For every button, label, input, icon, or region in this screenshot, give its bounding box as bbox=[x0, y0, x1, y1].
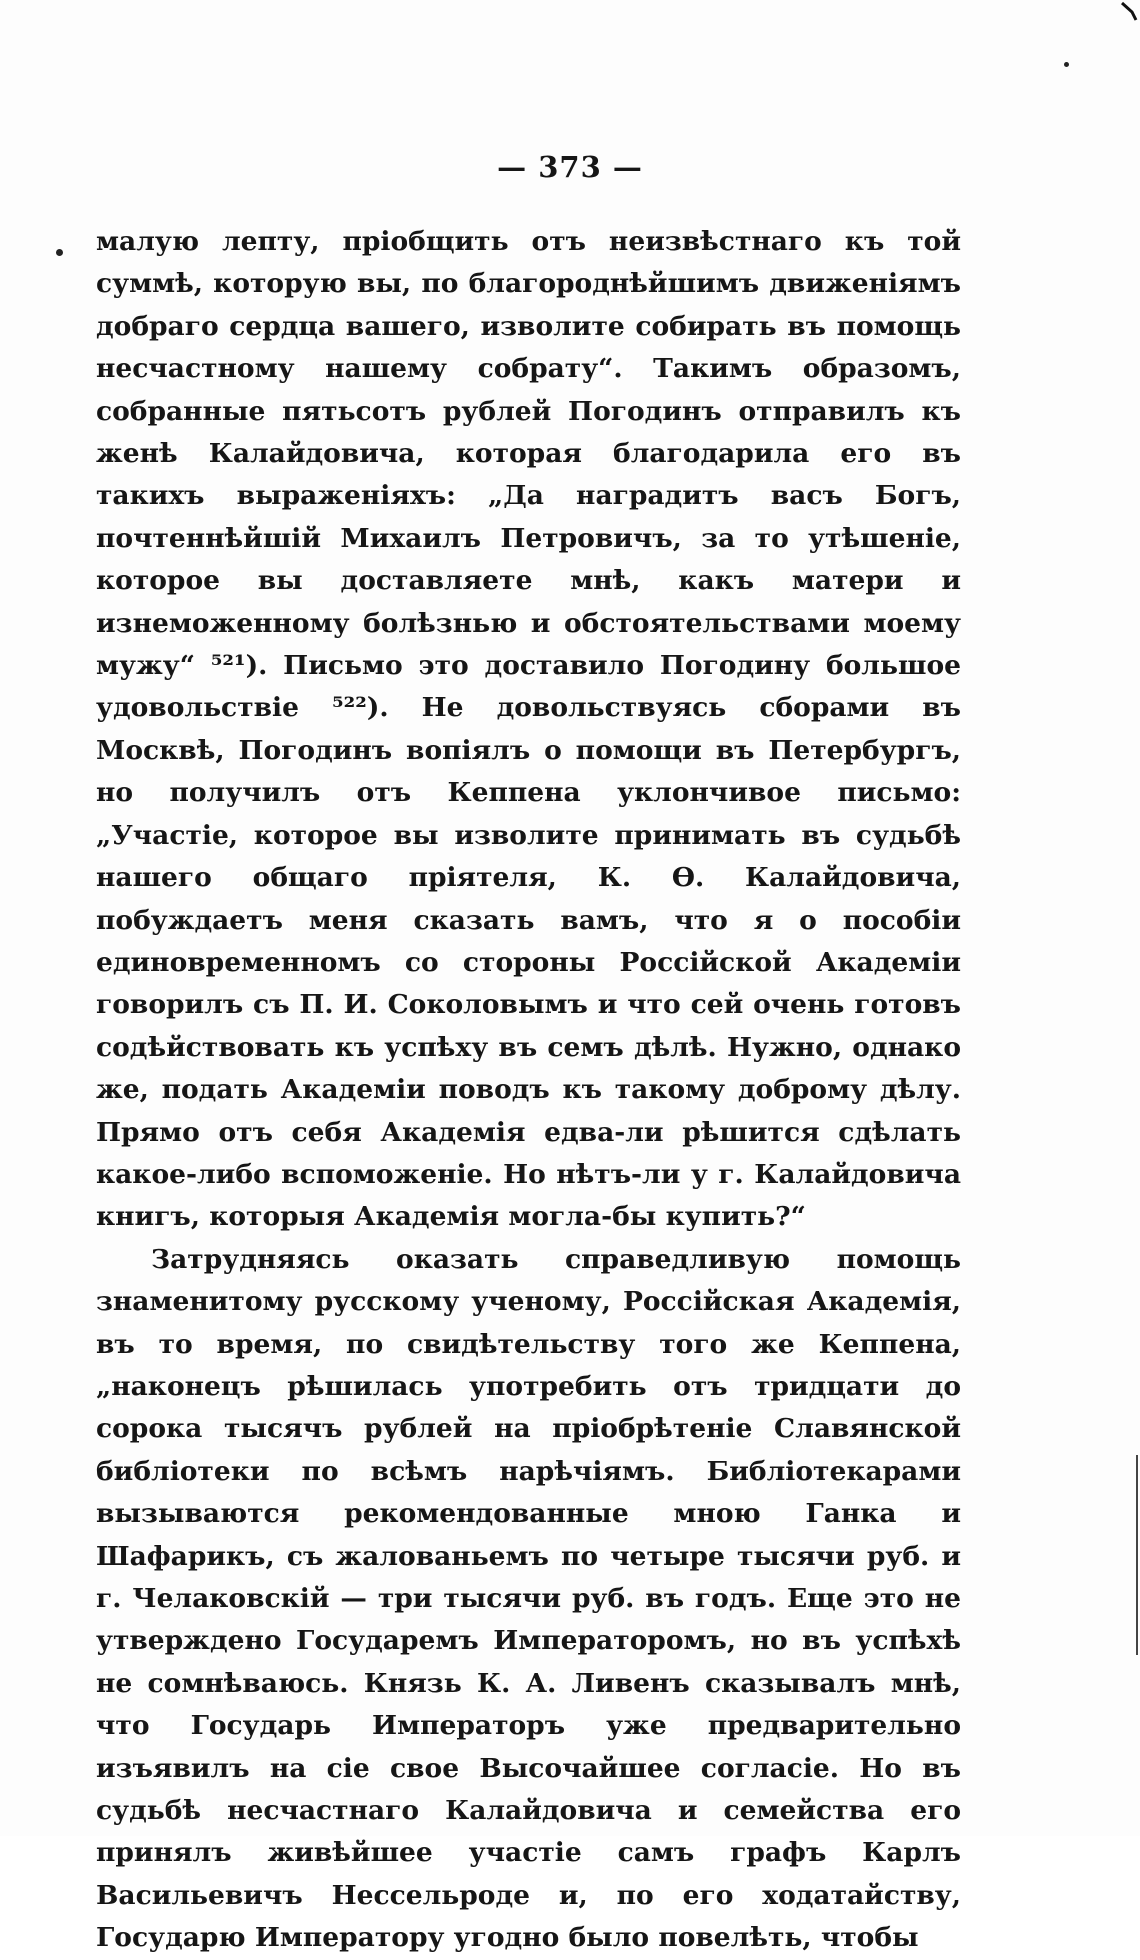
page-number: — 373 — bbox=[497, 150, 643, 184]
scan-speck bbox=[1064, 62, 1069, 67]
body-text bbox=[96, 221, 961, 1960]
paragraph-1: малую лепту, пріобщить отъ неизвѣстнаго къ той суммѣ, которую вы, по благороднѣйшимъ движеніямъ добраго сердца вашего, изволите собирать въ помощь несчастному нашему собрату“. Такимъ образомъ, собранные пятьсотъ рублей Погодинъ отправилъ къ женѣ Калайдовича, которая благодарила его въ такихъ выраженіяхъ: „Да наградитъ васъ Богъ, почтеннѣйшій Михаилъ Петровичъ, за то утѣшеніе, которое вы доставляете мнѣ, какъ матери и изнеможенному болѣзнью и обстоятельствами моему мужу“ ⁵²¹). Письмо это доставило Погодину большое удовольствіе ⁵²²). Не довольствуясь сборами въ Москвѣ, Погодинъ вопіялъ о помощи въ Петербургъ, но получилъ отъ Кеппена уклончивое письмо: „Участіе, которое вы изволите принимать въ судьбѣ нашего общаго пріятеля, К. Ѳ. Калайдовича, побуждаетъ меня сказать вамъ, что я о пособіи единовременномъ со стороны Россійской Академіи говорилъ съ П. И. Соколовымъ и что сей очень готовъ содѣйствовать къ успѣху въ семъ дѣлѣ. Нужно, однако же, подать Академіи поводъ къ такому доброму дѣлу. Прямо отъ себя Академія едва-ли рѣшится сдѣлать какое-либо вспоможеніе. Но нѣтъ-ли у г. Калайдовича книгъ, которыя Академія могла-бы купить?“ bbox=[96, 226, 961, 1233]
scan-corner-mark bbox=[1118, 0, 1140, 22]
paragraph-2: Затрудняясь оказать справедливую помощь знаменитому русскому ученому, Россійская Академія, въ то время, по свидѣтельству того же Кеппена, „наконецъ рѣшилась употребить отъ тридцати до сорока тысячъ рублей на пріобрѣтеніе Славянской библіотеки по всѣмъ нарѣчіямъ. Библіотекарами вызываются рекомендованные мною Ганка и Шафарикъ, съ жалованьемъ по четыре тысячи руб. и г. Челаковскій — три тысячи руб. въ годъ. Еще это не утверждено Государемъ Императоромъ, но въ успѣхѣ не сомнѣваюсь. Князь К. А. Ливенъ сказывалъ мнѣ, что Государь Императоръ уже предварительно изъявилъ на сіе свое Высочайшее согласіе. Но въ судьбѣ несчастнаго Калайдовича и семейства его принялъ живѣйшее участіе самъ графъ Карлъ Васильевичъ Нессельроде и, по его ходатайству, Государю Императору угодно было повелѣть, чтобы bbox=[96, 1243, 961, 1954]
margin-bullet bbox=[56, 249, 63, 256]
scan-edge-line bbox=[1136, 1455, 1138, 1655]
